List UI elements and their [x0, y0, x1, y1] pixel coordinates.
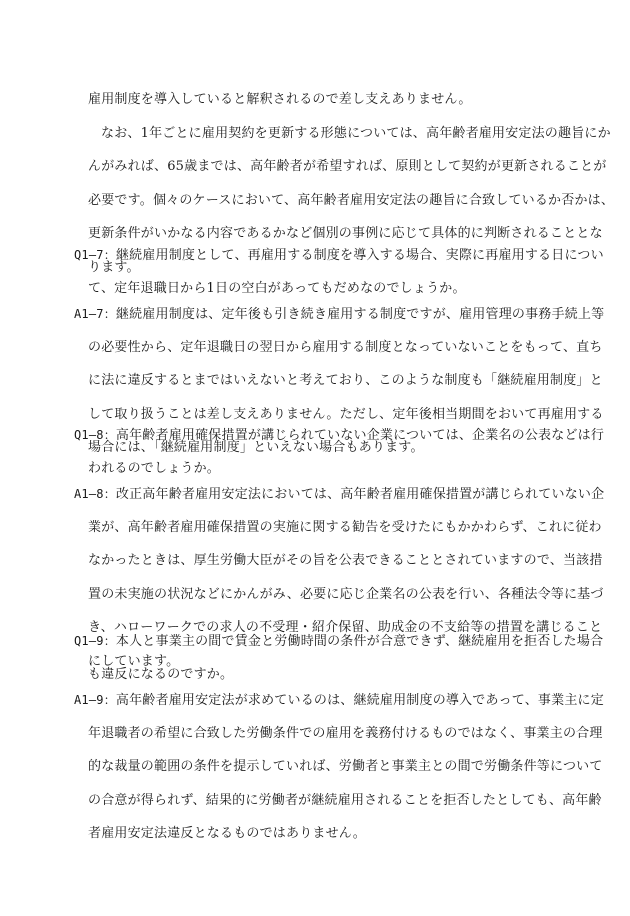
question-text: 継続雇用制度として、再雇用する制度を導入する場合、実際に再雇用する日につい	[115, 248, 604, 263]
question-label: Q1—9：	[74, 634, 116, 648]
question-text: 本人と事業主の間で賃金と労働時間の条件が合意できず、継続雇用を拒否した場合	[115, 634, 604, 649]
answer-text: して取り扱うことは差し支えありません。ただし、定年後相当期間をおいて再雇用する	[88, 406, 604, 422]
intro-line: 更新条件がいかなる内容であるかなど個別の事例に応じて具体的に判断されることとな	[88, 226, 603, 241]
answer-label: A1—9：	[74, 693, 116, 707]
answer-text: 業が、高年齢者雇用確保措置の実施に関する勧告を受けたにもかかわらず、これに従わ	[88, 519, 602, 535]
answer-text: 継続雇用制度は、定年後も引き続き雇用する制度ですが、雇用管理の事務手続上等	[115, 307, 605, 322]
answer-label-line	[74, 486, 604, 503]
question-label-line	[74, 427, 604, 444]
answer-text: 置の未実施の状況などにかんがみ、必要に応じ企業名の公表を行い、各種法令等に基づ	[88, 586, 604, 602]
answer-text: にしています。	[88, 653, 180, 669]
answer-label-line	[74, 306, 604, 323]
intro-line: 雇用制度を導入していると解釈されるので差し支えありません。	[88, 92, 472, 107]
answer-label: A1—8：	[74, 487, 116, 501]
intro-line: んがみれば、65歳までは、高年齢者が希望すれば、原則として契約が更新されることが	[88, 159, 607, 174]
question-label-line	[74, 247, 604, 264]
question-label-line	[74, 633, 603, 650]
question-text: も違反になるのですか。	[88, 666, 234, 682]
answer-text: 高年齢者雇用安定法が求めているのは、継続雇用制度の導入であって、事業主に定	[115, 693, 604, 708]
question-label: Q1—7：	[74, 248, 116, 262]
answer-text: に法に違反するとまではいえないと考えており、このような制度も「継続雇用制度」と	[88, 373, 603, 388]
question-text: われるのでしょうか。	[88, 460, 221, 476]
answer-text: 場合には、「継続雇用制度」といえない場合もあります。	[88, 440, 424, 455]
answer-text: なかったときは、厚生労働大臣がその旨を公表できることとされていますので、当該措	[88, 553, 603, 568]
answer-text: 年退職者の希望に合致した労働条件での雇用を義務付けるものではなく、事業主の合理	[88, 725, 603, 741]
answer-text: の合意が得られず、結果的に労働者が継続雇用されることを拒否したとしても、高年齢	[88, 792, 602, 808]
question-text: て、定年退職日から1日の空白があってもだめなのでしょうか。	[88, 280, 466, 296]
answer-text: の必要性から、定年退職日の翌日から雇用する制度となっていないことをもって、直ち	[88, 339, 603, 355]
question-text: 高年齢者雇用確保措置が講じられていない企業については、企業名の公表などは行	[115, 428, 605, 443]
answer-text: 的な裁量の範囲の条件を提示していれば、労働者と事業主との間で労働条件等について	[88, 759, 603, 774]
answer-text: 改正高年齢者雇用安定法においては、高年齢者雇用確保措置が講じられていない企	[115, 487, 605, 502]
answer-text: 者雇用安定法違反となるものではありません。	[88, 826, 366, 841]
answer-label: A1—7：	[74, 307, 116, 321]
question-label: Q1—8：	[74, 428, 116, 442]
answer-text: き、ハローワークでの求人の不受理・紹介保留、助成金の不支給等の措置を講じること	[88, 620, 603, 635]
intro-line: ります。	[88, 259, 140, 275]
intro-line: 必要です。個々のケースにおいて、高年齢者雇用安定法の趣旨に合致しているか否かは、	[88, 192, 615, 208]
intro-line: なお、1年ごとに雇用契約を更新する形態については、高年齢者雇用安定法の趣旨にか	[101, 125, 611, 141]
answer-label-line	[74, 692, 604, 709]
